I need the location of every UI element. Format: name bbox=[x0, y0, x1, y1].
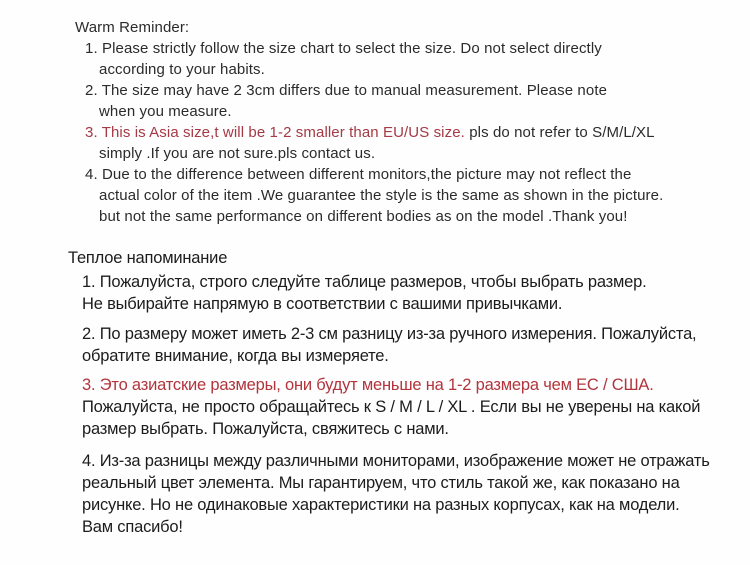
en-item-3-red-warning: 3. This is Asia size,t will be 1-2 smaller than EU/US size. bbox=[85, 124, 465, 141]
ru-item-3-red-warning: 3. Это азиатские размеры, они будут меньше на 1-2 размера чем ЕС / США. bbox=[82, 376, 654, 394]
ru-item-4-line-4: Вам спасибо! bbox=[82, 518, 183, 536]
en-item-4-line-2: actual color of the item .We guarantee the style is the same as shown in the picture. bbox=[99, 187, 664, 204]
ru-item-1-line-2: Не выбирайте напрямую в соответствии с вашими привычками. bbox=[82, 295, 563, 313]
reminder-en-section bbox=[0, 0, 750, 227]
ru-item-3-line-3: размер выбрать. Пожалуйста, свяжитесь с нами. bbox=[82, 420, 449, 438]
ru-item-2-line-1: 2. По размеру может иметь 2-3 см разницу из-за ручного измерения. Пожалуйста, bbox=[82, 325, 697, 343]
ru-item-4-line-3: рисунке. Но не одинаковые характеристики на разных корпусах, как на модели. bbox=[82, 496, 680, 514]
ru-item-2 bbox=[0, 323, 750, 367]
ru-item-4-line-1: 4. Из-за разницы между различными мониторами, изображение может не отражать bbox=[82, 452, 710, 470]
en-item-2-line-2: when you measure. bbox=[99, 103, 232, 120]
en-item-3-line-1 bbox=[0, 122, 750, 143]
ru-item-1 bbox=[0, 271, 750, 315]
en-item-1-line-1: 1. Please strictly follow the size chart to select the size. Do not select directly bbox=[85, 40, 602, 57]
en-item-2-line-1: 2. The size may have 2 3cm differs due to manual measurement. Please note bbox=[85, 82, 608, 99]
ru-item-4 bbox=[0, 450, 750, 538]
en-item-3-line-2: simply .If you are not sure.pls contact us. bbox=[99, 145, 376, 162]
ru-item-1-line-1: 1. Пожалуйста, строго следуйте таблице размеров, чтобы выбрать размер. bbox=[82, 273, 647, 291]
ru-section-title: Теплое напоминание bbox=[68, 249, 228, 267]
ru-item-2-line-2: обратите внимание, когда вы измеряете. bbox=[82, 347, 389, 365]
en-item-1-line-2: according to your habits. bbox=[99, 61, 265, 78]
ru-item-4-line-2: реальный цвет элемента. Мы гарантируем, что стиль такой же, как показано на bbox=[82, 474, 680, 492]
en-section-title: Warm Reminder: bbox=[75, 19, 190, 36]
ru-item-3 bbox=[0, 374, 750, 440]
en-item-3-line-1-rest: pls do not refer to S/M/L/XL bbox=[464, 124, 655, 141]
en-item-4-line-3: but not the same performance on different bodies as on the model .Thank you! bbox=[99, 208, 628, 225]
en-item-4-line-1: 4. Due to the difference between different monitors,the picture may not reflect the bbox=[85, 166, 632, 183]
ru-item-3-line-2: Пожалуйста, не просто обращайтесь к S / M / L / XL . Если вы не уверены на какой bbox=[82, 398, 701, 416]
reminder-ru-section bbox=[0, 247, 750, 538]
